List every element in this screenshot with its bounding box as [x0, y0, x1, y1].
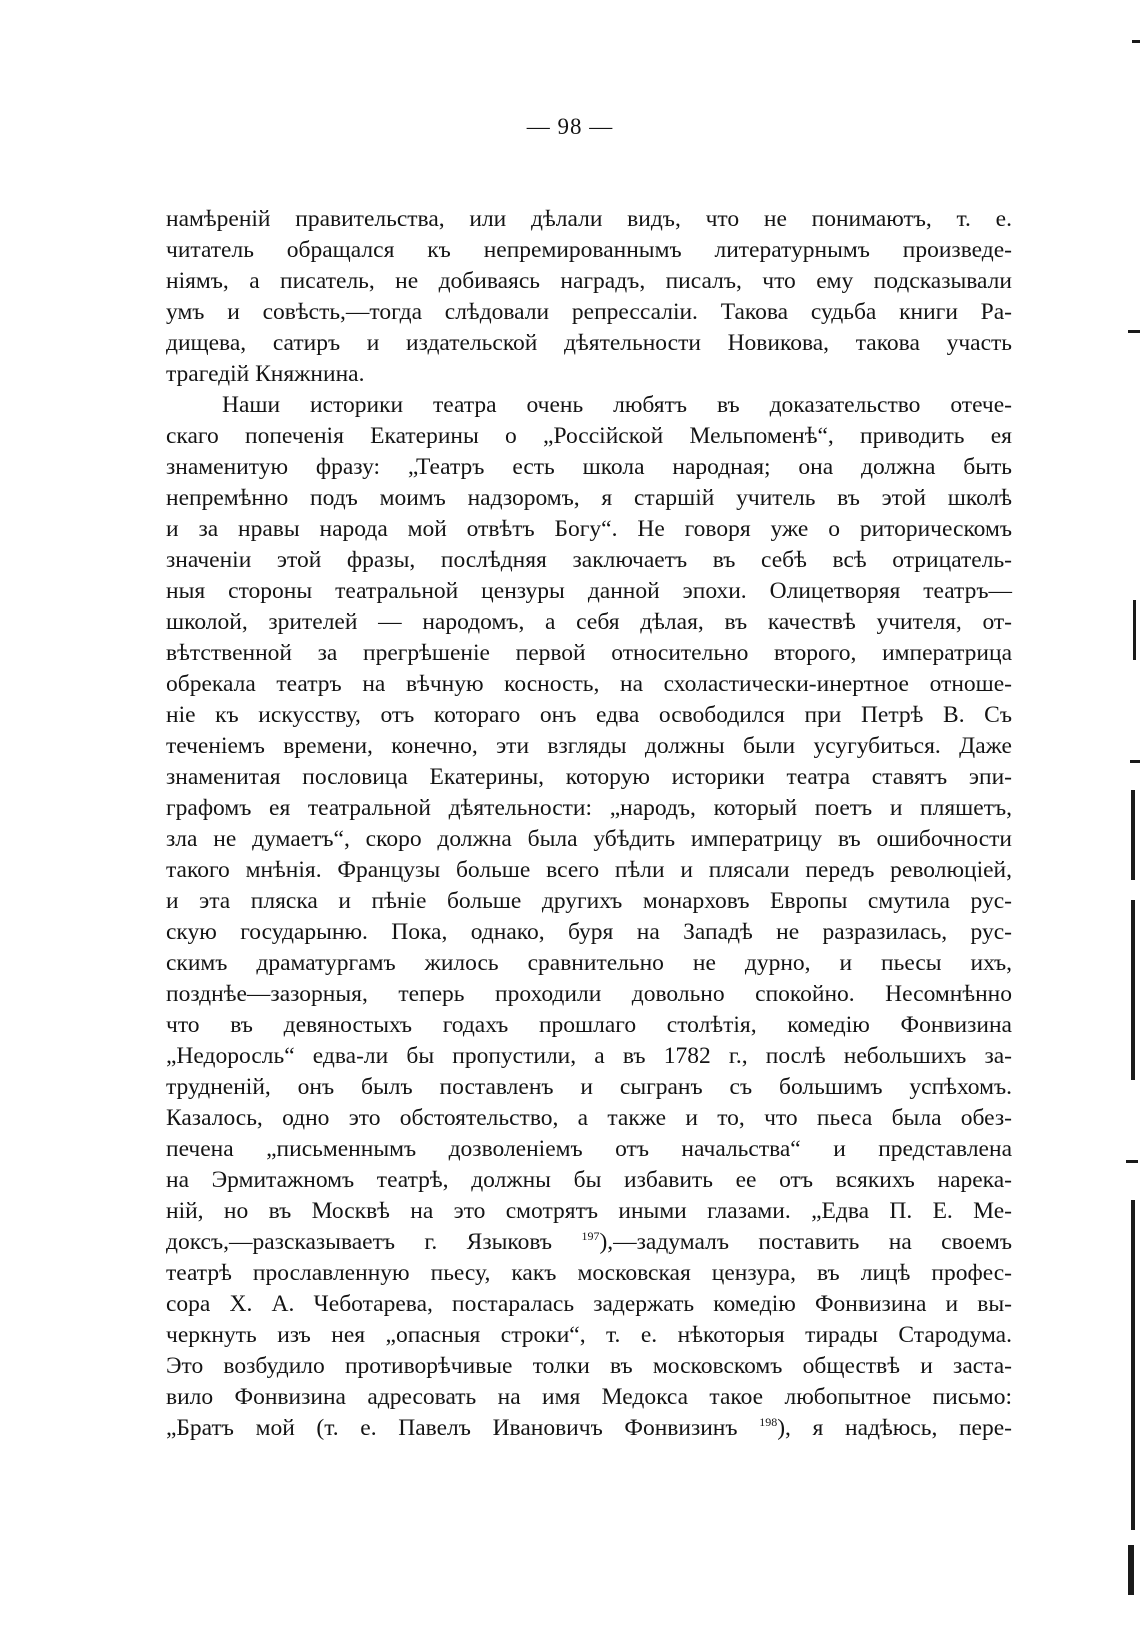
text-line: трагедій Княжнина. — [166, 361, 365, 387]
scan-edge-mark — [1128, 1545, 1134, 1595]
text-line: ніе къ искусству, отъ котораго онъ едва освободился при Петрѣ В. Съ — [166, 702, 1012, 728]
text-line — [166, 1227, 1012, 1258]
text-line: и за нравы народа мой отвѣтъ Богу“. Не говоря уже о риторическомъ — [166, 516, 1012, 542]
text-line: ній, но въ Москвѣ на это смотрятъ иными глазами. „Едва П. Е. Ме- — [166, 1198, 1012, 1224]
text-line: умъ и совѣсть,—тогда слѣдовали репрессаліи. Такова судьба книги Ра- — [166, 299, 1012, 325]
text-line: Это возбудило противорѣчивые толки въ московскомъ обществѣ и заста- — [166, 1353, 1012, 1379]
text-line: трудненій, онъ былъ поставленъ и сыгранъ съ большимъ успѣхомъ. — [166, 1074, 1012, 1100]
text-line: Наши историки театра очень любятъ въ доказательство отече- — [222, 392, 1012, 418]
scan-edge-mark — [1126, 1160, 1138, 1163]
text-line: вѣтственной за прегрѣшеніе первой относительно второго, императрица — [166, 640, 1012, 666]
text-line: скимъ драматургамъ жилось сравнительно не дурно, и пьесы ихъ, — [166, 950, 1012, 976]
text-line: Казалось, одно это обстоятельство, а также и то, что пьеса была обез- — [166, 1105, 1012, 1131]
text-line: скаго попеченія Екатерины о „Россійской Мельпоменѣ“, приводить ея — [166, 423, 1012, 449]
text-line: знаменитую фразу: „Театръ есть школа народная; она должна быть — [166, 454, 1012, 480]
text-line: теченіемъ времени, конечно, эти взгляды должны были усугубиться. Даже — [166, 733, 1012, 759]
line-fragment: „Братъ мой (т. е. Павелъ Ивановичъ Фонвизинъ — [166, 1415, 738, 1441]
footnote-ref: 198 — [759, 1415, 778, 1430]
text-line: ныя стороны театральной цензуры данной эпохи. Олицетворяя театръ— — [166, 578, 1012, 604]
scan-edge-mark — [1133, 600, 1136, 660]
text-line: и эта пляска и пѣніе больше другихъ монарховъ Европы смутила рус- — [166, 888, 1012, 914]
text-line: позднѣе—зазорныя, теперь проходили довольно спокойно. Несомнѣнно — [166, 981, 1012, 1007]
scan-edge-mark — [1131, 790, 1135, 880]
text-line: театрѣ прославленную пьесу, какъ московская цензура, въ лицѣ профес- — [166, 1260, 1012, 1286]
line-fragment: доксъ,—разсказываетъ г. Языковъ — [166, 1229, 553, 1255]
scan-edge-mark — [1130, 760, 1140, 763]
text-line: намѣреній правительства, или дѣлали видъ, что не понимаютъ, т. е. — [166, 206, 1012, 232]
text-line: печена „письменнымъ дозволеніемъ отъ начальства“ и представлена — [166, 1136, 1012, 1162]
text-line: читатель обращался къ непремированнымъ литературнымъ произведе- — [166, 237, 1012, 263]
text-body — [166, 173, 1012, 1444]
text-line: школой, зрителей — народомъ, а себя дѣлая, въ качествѣ учителя, от- — [166, 609, 1012, 635]
text-line: ніямъ, а писатель, не добиваясь наградъ, писалъ, что ему подсказывали — [166, 268, 1012, 294]
scan-edge-mark — [1131, 1200, 1135, 1530]
text-line: сора Х. А. Чеботарева, постаралась задержать комедію Фонвизина и вы- — [166, 1291, 1012, 1317]
text-line: „Недоросль“ едва-ли бы пропустили, а въ 1782 г., послѣ небольшихъ за- — [166, 1043, 1012, 1069]
text-line — [166, 1413, 1012, 1444]
scan-edge-mark — [1131, 900, 1135, 1080]
scan-edge-mark — [1128, 330, 1140, 333]
text-line: непремѣнно подъ моимъ надзоромъ, я старшій учитель въ этой школѣ — [166, 485, 1012, 511]
text-line: значеніи этой фразы, послѣдняя заключаетъ въ себѣ всѣ отрицатель- — [166, 547, 1012, 573]
text-line: знаменитая пословица Екатерины, которую историки театра ставятъ эпи- — [166, 764, 1012, 790]
text-line: вило Фонвизина адресовать на имя Медокса такое любопытное письмо: — [166, 1384, 1012, 1410]
text-line: черкнуть изъ нея „опасныя строки“, т. е. нѣкоторыя тирады Стародума. — [166, 1322, 1012, 1348]
text-line: дищева, сатиръ и издательской дѣятельности Новикова, такова участь — [166, 330, 1012, 356]
line-fragment: ),—задумалъ поставить на своемъ — [599, 1229, 1012, 1255]
text-line: графомъ ея театральной дѣятельности: „народъ, который поетъ и пляшетъ, — [166, 795, 1012, 821]
line-fragment: ), я надѣюсь, пере- — [777, 1415, 1012, 1441]
scan-edge-mark — [1132, 40, 1140, 43]
text-line: обрекала театръ на вѣчную косность, на схоластически-инертное отноше- — [166, 671, 1012, 697]
page-number: — 98 — — [526, 114, 614, 139]
text-line — [166, 173, 1012, 204]
text-line: что въ девяностыхъ годахъ прошлаго столѣтія, комедію Фонвизина — [166, 1012, 1012, 1038]
text-line: скую государыню. Пока, однако, буря на Западѣ не разразилась, рус- — [166, 919, 1012, 945]
text-line: такого мнѣнія. Французы больше всего пѣли и плясали передъ революціей, — [166, 857, 1012, 883]
text-line: на Эрмитажномъ театрѣ, должны бы избавить ее отъ всякихъ нарека- — [166, 1167, 1012, 1193]
footnote-ref: 197 — [581, 1229, 600, 1244]
text-line: зла не думаетъ“, скоро должна была убѣдить императрицу въ ошибочности — [166, 826, 1012, 852]
